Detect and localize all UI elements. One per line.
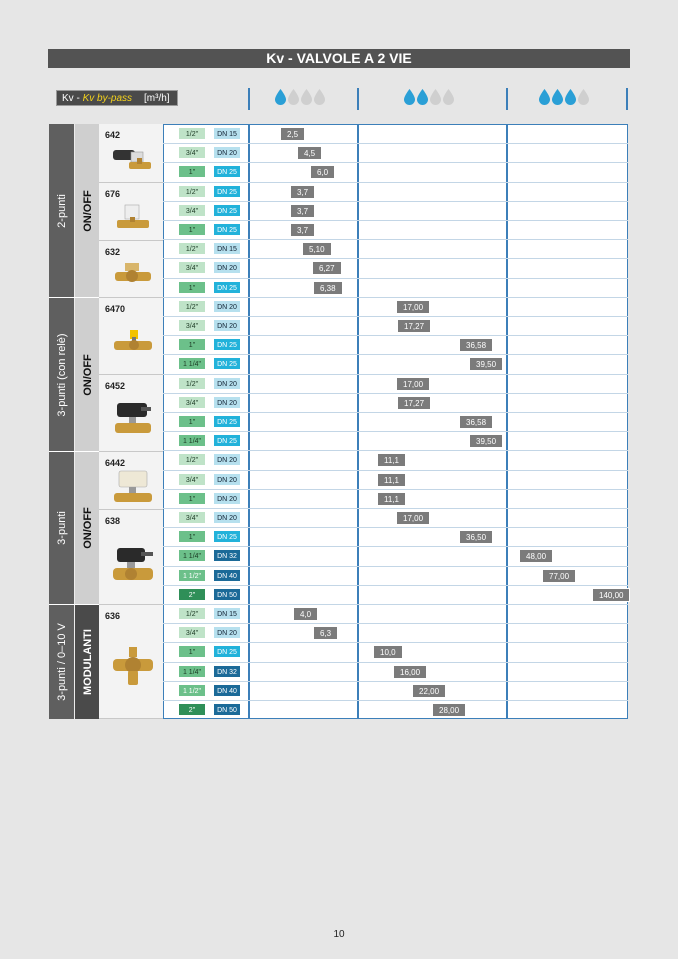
size-badge: 1/2"	[178, 377, 206, 390]
section-sublabel-onoff: ON/OFF	[74, 124, 100, 297]
size-badge: 3/4"	[178, 319, 206, 332]
row-separator	[163, 335, 628, 336]
kv-value: 2,5	[280, 127, 305, 141]
water-drop-icon	[578, 89, 589, 105]
row-separator	[163, 220, 628, 221]
row-separator	[163, 258, 628, 259]
kv-value: 39,50	[469, 434, 503, 448]
dn-badge: DN 20	[213, 511, 241, 524]
kv-value: 17,00	[396, 377, 430, 391]
model-cell	[99, 605, 163, 719]
dn-badge: DN 20	[213, 319, 241, 332]
water-drop-icon	[288, 89, 299, 105]
dn-badge: DN 20	[213, 473, 241, 486]
dn-badge: DN 32	[213, 665, 241, 678]
kv-value: 17,00	[396, 511, 430, 525]
dn-badge: DN 25	[213, 165, 241, 178]
row-separator	[163, 470, 628, 471]
row-separator	[163, 354, 628, 355]
size-badge: 1 1/2"	[178, 684, 206, 697]
size-badge: 1"	[178, 415, 206, 428]
row-separator	[163, 431, 628, 432]
water-drop-icon	[565, 89, 576, 105]
dn-badge: DN 20	[213, 492, 241, 505]
kv-value: 140,00	[592, 588, 630, 602]
kv-bypass-label: Kv by-pass	[82, 93, 133, 104]
row-separator	[163, 182, 628, 183]
dn-badge: DN 15	[213, 127, 241, 140]
dn-badge: DN 25	[213, 645, 241, 658]
water-drop-icon	[417, 89, 428, 105]
dn-badge: DN 20	[213, 146, 241, 159]
zone-valve-icon	[111, 469, 155, 505]
row-separator	[163, 143, 628, 144]
model-name: 642	[105, 130, 121, 140]
size-badge: 1/2"	[178, 242, 206, 255]
kv-value: 6,0	[310, 165, 335, 179]
dn-badge: DN 15	[213, 607, 241, 620]
size-badge: 1/2"	[178, 607, 206, 620]
row-separator	[163, 623, 628, 624]
dn-badge: DN 25	[213, 204, 241, 217]
kv-value: 22,00	[412, 684, 446, 698]
dn-badge: DN 25	[213, 185, 241, 198]
brass-valve-icon	[111, 259, 155, 289]
drops-group-2	[404, 89, 454, 105]
dn-badge: DN 20	[213, 396, 241, 409]
model-cell	[99, 183, 163, 241]
size-badge: 3/4"	[178, 511, 206, 524]
ball-valve-icon	[111, 328, 155, 358]
section-sublabel-onoff: ON/OFF	[74, 452, 100, 604]
size-badge: 1 1/4"	[178, 434, 206, 447]
drops-group-3	[539, 89, 589, 105]
column-divider	[357, 124, 359, 719]
row-separator	[163, 700, 628, 701]
water-drop-icon	[314, 89, 325, 105]
dn-badge: DN 25	[213, 434, 241, 447]
model-name: 638	[105, 516, 121, 526]
row-separator	[163, 681, 628, 682]
dn-badge: DN 20	[213, 453, 241, 466]
drops-group-1	[275, 89, 325, 105]
dn-badge: DN 50	[213, 588, 241, 601]
model-name: 632	[105, 247, 121, 257]
kv-value: 11,1	[377, 492, 406, 506]
dn-badge: DN 25	[213, 223, 241, 236]
header-divider	[506, 88, 508, 110]
model-name: 6470	[105, 304, 126, 314]
kv-value: 36,58	[459, 415, 493, 429]
kv-value: 39,50	[469, 357, 503, 371]
kv-value: 11,1	[377, 473, 406, 487]
size-badge: 3/4"	[178, 626, 206, 639]
dn-badge: DN 20	[213, 261, 241, 274]
size-badge: 1"	[178, 530, 206, 543]
actuator-valve-icon	[111, 546, 155, 586]
row-separator	[163, 662, 628, 663]
kv-legend	[56, 90, 178, 106]
size-badge: 1"	[178, 645, 206, 658]
actuator-valve-icon	[111, 401, 155, 437]
size-badge: 1/2"	[178, 127, 206, 140]
dn-badge: DN 40	[213, 569, 241, 582]
model-cell	[99, 375, 163, 452]
size-badge: 3/4"	[178, 204, 206, 217]
row-separator	[163, 546, 628, 547]
size-badge: 3/4"	[178, 396, 206, 409]
dn-badge: DN 20	[213, 626, 241, 639]
column-divider	[506, 124, 508, 719]
model-cell	[99, 510, 163, 605]
size-badge: 1/2"	[178, 453, 206, 466]
dn-badge: DN 20	[213, 300, 241, 313]
model-cell	[99, 298, 163, 375]
row-separator	[163, 316, 628, 317]
three-way-valve-icon	[111, 645, 155, 689]
kv-value: 77,00	[542, 569, 576, 583]
dn-badge: DN 25	[213, 357, 241, 370]
row-separator	[163, 393, 628, 394]
size-badge: 1"	[178, 492, 206, 505]
water-drop-icon	[443, 89, 454, 105]
row-separator	[163, 162, 628, 163]
section-label-3-punti-rele: 3-punti (con relè)	[49, 298, 74, 451]
kv-value: 6,27	[312, 261, 342, 275]
header-divider	[357, 88, 359, 110]
header-divider	[248, 88, 250, 110]
kv-unit: [m³/h]	[144, 93, 170, 104]
size-badge: 1/2"	[178, 185, 206, 198]
water-drop-icon	[275, 89, 286, 105]
kv-value: 17,00	[396, 300, 430, 314]
size-badge: 2"	[178, 703, 206, 716]
dn-badge: DN 25	[213, 338, 241, 351]
section-label-3-punti: 3-punti	[49, 452, 74, 604]
kv-value: 3,7	[290, 185, 315, 199]
row-separator	[163, 201, 628, 202]
kv-value: 4,5	[297, 146, 322, 160]
dn-badge: DN 40	[213, 684, 241, 697]
row-separator	[163, 566, 628, 567]
size-badge: 1/2"	[178, 300, 206, 313]
kv-value: 3,7	[290, 204, 315, 218]
model-name: 6452	[105, 381, 126, 391]
kv-prefix: Kv -	[62, 93, 80, 104]
row-separator	[163, 278, 628, 279]
size-badge: 3/4"	[178, 146, 206, 159]
model-cell	[99, 452, 163, 510]
kv-value: 4,0	[293, 607, 318, 621]
size-badge: 1"	[178, 338, 206, 351]
kv-value: 6,3	[313, 626, 338, 640]
kv-value: 6,38	[313, 281, 343, 295]
row-separator	[163, 642, 628, 643]
dn-badge: DN 15	[213, 242, 241, 255]
kv-value: 3,7	[290, 223, 315, 237]
row-separator	[163, 527, 628, 528]
row-separator	[163, 604, 628, 605]
size-badge: 3/4"	[178, 473, 206, 486]
kv-value: 17,27	[397, 319, 431, 333]
dn-badge: DN 20	[213, 377, 241, 390]
water-drop-icon	[430, 89, 441, 105]
section-label-3-punti-0-10v: 3-punti / 0–10 V	[49, 605, 74, 719]
model-cell	[99, 124, 163, 183]
dn-badge: DN 32	[213, 549, 241, 562]
kv-value: 36,50	[459, 530, 493, 544]
column-divider	[248, 124, 250, 719]
row-separator	[163, 412, 628, 413]
size-badge: 3/4"	[178, 261, 206, 274]
size-badge: 1 1/4"	[178, 665, 206, 678]
dn-badge: DN 25	[213, 281, 241, 294]
kv-value: 10,0	[373, 645, 403, 659]
size-badge: 2"	[178, 588, 206, 601]
kv-value: 48,00	[519, 549, 553, 563]
model-name: 6442	[105, 458, 126, 468]
kv-value: 16,00	[393, 665, 427, 679]
page-title: Kv - VALVOLE A 2 VIE	[48, 49, 630, 68]
row-separator	[163, 508, 628, 509]
size-badge: 1"	[178, 281, 206, 294]
row-separator	[163, 239, 628, 240]
water-drop-icon	[404, 89, 415, 105]
row-separator	[163, 297, 628, 298]
row-separator	[163, 374, 628, 375]
kv-value: 5,10	[302, 242, 332, 256]
model-name: 636	[105, 611, 121, 621]
motorized-valve-icon	[111, 144, 155, 174]
zone-valve-icon	[111, 203, 155, 233]
header-divider	[626, 88, 628, 110]
kv-value: 17,27	[397, 396, 431, 410]
model-cell	[99, 241, 163, 298]
section-sublabel-onoff: ON/OFF	[74, 298, 100, 451]
water-drop-icon	[539, 89, 550, 105]
water-drop-icon	[301, 89, 312, 105]
water-drop-icon	[552, 89, 563, 105]
size-badge: 1 1/2"	[178, 569, 206, 582]
page-number: 10	[333, 929, 345, 940]
size-badge: 1 1/4"	[178, 357, 206, 370]
size-badge: 1 1/4"	[178, 549, 206, 562]
model-name: 676	[105, 189, 121, 199]
row-separator	[163, 489, 628, 490]
section-sublabel-modulanti: MODULANTI	[74, 605, 100, 719]
dn-badge: DN 50	[213, 703, 241, 716]
kv-value: 11,1	[377, 453, 406, 467]
kv-value: 28,00	[432, 703, 466, 717]
size-badge: 1"	[178, 165, 206, 178]
dn-badge: DN 25	[213, 530, 241, 543]
kv-value: 36,58	[459, 338, 493, 352]
size-badge: 1"	[178, 223, 206, 236]
dn-badge: DN 25	[213, 415, 241, 428]
row-separator	[163, 450, 628, 451]
row-separator	[163, 585, 628, 586]
section-label-2-punti: 2-punti	[49, 124, 74, 297]
